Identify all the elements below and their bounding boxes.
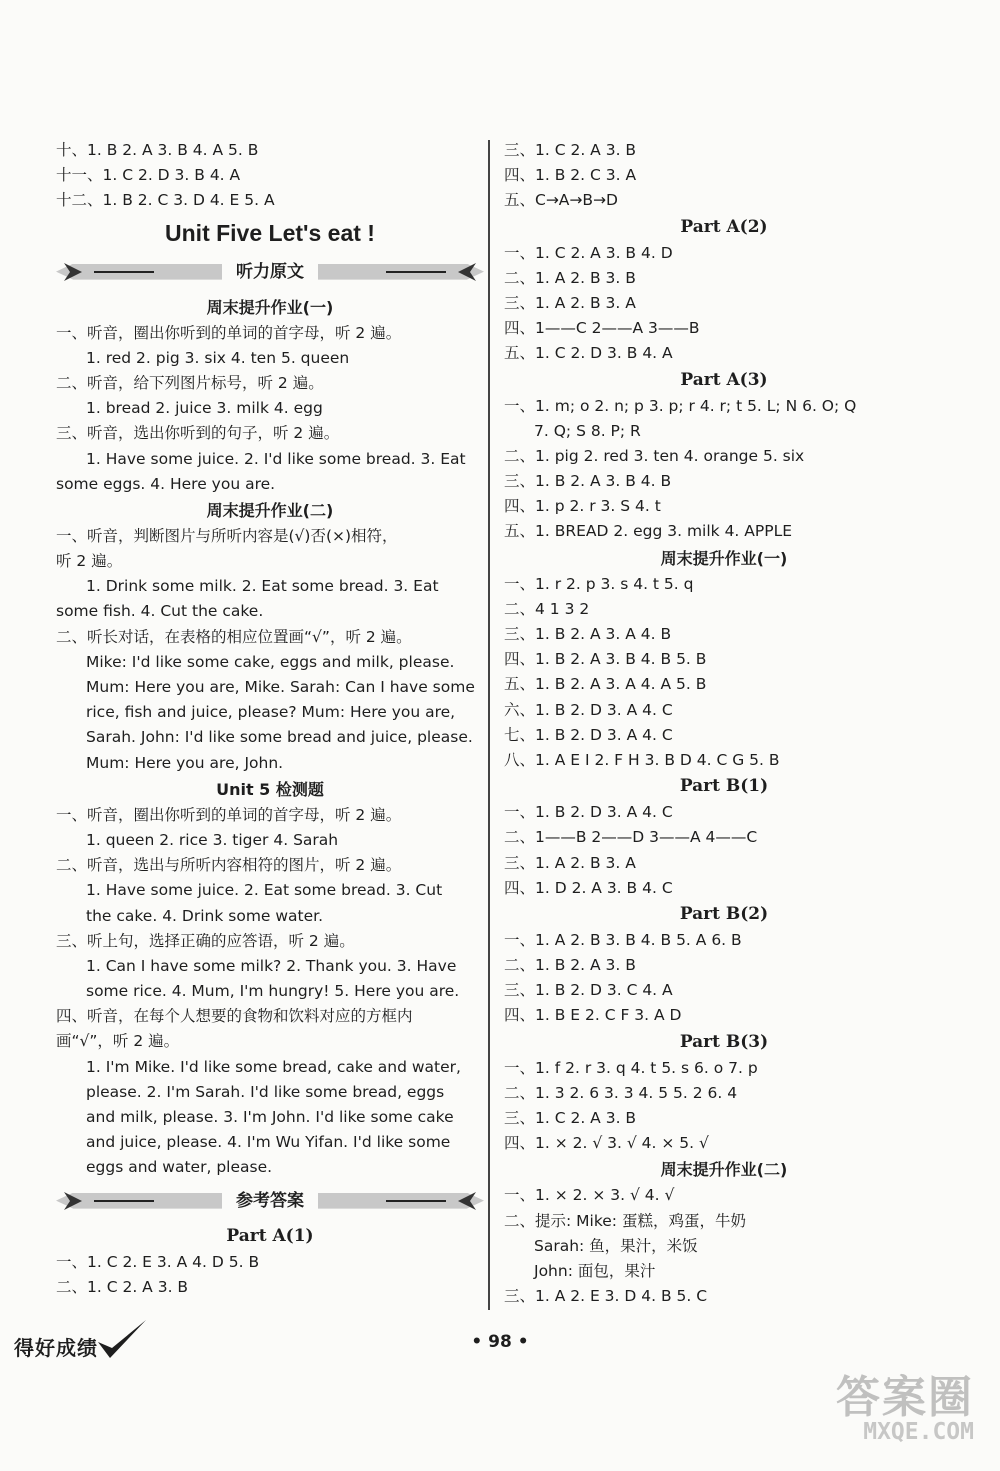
answer-line: 一、1. C 2. E 3. A 4. D 5. B [56,1252,260,1271]
section-heading: 周末提升作业(二) [660,1160,788,1180]
answer-line: 四、1. B E 2. C F 3. A D [504,1006,682,1025]
answer-line: 三、1. B 2. D 3. C 4. A [504,981,673,1000]
text-line-indented: some rice. 4. Mum, I'm hungry! 5. Here you are. [86,982,460,1001]
answer-line: 六、1. B 2. D 3. A 4. C [504,700,673,719]
answer-line: 二、1. pig 2. red 3. ten 4. orange 5. six [504,446,805,465]
answer-line: 五、C→A→B→D [504,191,618,210]
answer-line: 四、1. B 2. C 3. A [504,166,637,185]
answer-line: 二、1. 3 2. 6 3. 3 4. 5 5. 2 6. 4 [504,1083,738,1102]
banner-label: 听力原文 [222,254,318,290]
part-heading: Part A(1) [226,1225,314,1246]
watermark-main: 答案圈 [836,1372,974,1423]
text-line-indented: Mike: I'd like some cake, eggs and milk, please. [86,652,455,671]
section-heading: 周末提升作业(二) [206,500,334,520]
text-line-indented: rice, fish and juice, please? Mum: Here you are, [86,703,456,722]
text-line-indented: Mum: Here you are, Mike. Sarah: Can I have some [86,678,475,696]
text-line-indented: 1. Can I have some milk? 2. Thank you. 3. Have [86,956,457,975]
text-line-indented: 1. Have some juice. 2. I'd like some bread. 3. Eat [86,449,466,468]
answer-line: 二、听音，选出与所听内容相符的图片，听 2 遍。 [56,856,402,875]
banner-label: 参考答案 [222,1183,318,1219]
text-line-indented: 1. Have some juice. 2. Eat some bread. 3. Cut [86,881,443,900]
chevron-ornament-icon [62,1190,84,1212]
answer-line: 一、1. C 2. A 3. B 4. D [504,243,673,262]
answer-line: 一、1. B 2. D 3. A 4. C [504,803,673,822]
answer-line: 五、1. C 2. D 3. B 4. A [504,344,673,363]
section-heading: 周末提升作业(一) [660,548,788,568]
section-banner [56,254,484,290]
part-heading: Part A(2) [680,216,768,237]
page-number: • 98 • [471,1332,529,1352]
banner-dash [386,271,446,273]
answer-line: 画“√”，听 2 遍。 [56,1032,180,1051]
watermark-url: MXQE.COM [863,1419,974,1445]
answer-line: 三、1. B 2. A 3. A 4. B [504,625,672,643]
chevron-ornament-icon [456,1190,478,1212]
watermark [796,1359,982,1457]
chevron-ornament-icon [62,261,84,283]
answer-line: 一、1. f 2. r 3. q 4. t 5. s 6. o 7. p [504,1058,758,1077]
unit-title: Unit Five Let's eat ! [165,219,375,246]
section-heading: Unit 5 检测题 [216,779,324,799]
answer-line: 三、1. B 2. A 3. B 4. B [504,472,672,491]
answer-line: 三、1. A 2. B 3. A [504,853,636,872]
answer-line: 二、1——B 2——D 3——A 4——C [504,828,758,847]
text-line-indented: Sarah: 鱼，果汁，米饭 [534,1236,698,1255]
answer-line: 一、听音，判断图片与所听内容是(√)否(×)相符， [56,526,398,545]
answer-line: 七、1. B 2. D 3. A 4. C [504,725,673,744]
answer-line: 四、1——C 2——A 3——B [504,319,700,338]
answer-line: 一、1. m; o 2. n; p 3. p; r 4. r; t 5. L; N 6. O; Q [504,396,857,415]
text-line-indented: the cake. 4. Drink some water. [86,906,324,925]
answer-line: 十二、1. B 2. C 3. D 4. E 5. A [56,191,275,210]
answer-line: 四、听音，在每个人想要的食物和饮料对应的方框内 [56,1007,413,1026]
text-line-indented: please. 2. I'm Sarah. I'd like some bread, eggs [86,1082,445,1101]
answer-line: 四、1. p 2. r 3. S 4. t [504,497,661,516]
answer-line: 二、1. B 2. A 3. B [504,956,636,975]
text-line-indented: 1. Drink some milk. 2. Eat some bread. 3. Eat [86,577,439,596]
part-heading: Part A(3) [680,369,768,390]
part-heading: Part B(3) [679,1031,769,1052]
answer-line: some fish. 4. Cut the cake. [56,602,264,621]
part-heading: Part B(2) [679,903,769,924]
banner-dash [94,271,154,273]
answer-line: 二、1. A 2. B 3. B [504,268,636,287]
text-line-indented: Sarah. John: I'd like some bread and juice, please. [86,728,473,747]
answer-line: 八、1. A E I 2. F H 3. B D 4. C G 5. B [504,750,780,769]
text-line-indented: 1. red 2. pig 3. six 4. ten 5. queen [86,348,350,367]
answer-line: some eggs. 4. Here you are. [56,474,276,493]
chevron-ornament-icon [456,261,478,283]
answer-line: 二、提示: Mike: 蛋糕，鸡蛋，牛奶 [504,1211,746,1230]
answer-line: 听 2 遍。 [56,552,123,571]
answer-line: 三、听上句，选择正确的应答语，听 2 遍。 [56,931,355,950]
answer-line: 四、1. D 2. A 3. B 4. C [504,878,673,897]
left-column [56,138,484,1300]
column-divider [488,140,490,1310]
text-line-indented: Mum: Here you are, John. [86,753,284,772]
answer-line: 十、1. B 2. A 3. B 4. A 5. B [56,141,259,159]
section-banner [56,1183,484,1219]
right-column [504,138,944,1309]
answer-line: 一、1. A 2. B 3. B 4. B 5. A 6. B [504,930,742,949]
answer-line: 一、听音，圈出你听到的单词的首字母，听 2 遍。 [56,323,402,342]
answer-line: 一、1. r 2. p 3. s 4. t 5. q [504,574,694,593]
text-line-indented: John: 面包，果汁 [534,1261,656,1280]
brand-logo-text: 得好成绩 [14,1336,98,1360]
answer-line: 二、1. C 2. A 3. B [56,1277,189,1296]
answer-line: 十一、1. C 2. D 3. B 4. A [56,166,241,185]
text-line-indented: 1. I'm Mike. I'd like some bread, cake and water, [86,1057,461,1076]
answer-line: 二、4 1 3 2 [504,599,590,618]
section-heading: 周末提升作业(一) [206,297,334,317]
answer-line: 三、1. A 2. E 3. D 4. B 5. C [504,1287,708,1306]
answer-line: 五、1. BREAD 2. egg 3. milk 4. APPLE [504,522,793,541]
answer-line: 三、1. A 2. B 3. A [504,293,636,312]
text-line-indented: 7. Q; S 8. P; R [534,421,641,440]
text-line-indented: and juice, please. 4. I'm Wu Yifan. I'd like some [86,1133,451,1152]
text-line-indented: 1. queen 2. rice 3. tiger 4. Sarah [86,830,339,849]
answer-line: 三、1. C 2. A 3. B [504,141,637,159]
answer-line: 一、1. × 2. × 3. √ 4. √ [504,1186,675,1205]
text-line-indented: and milk, please. 3. I'm John. I'd like some cake [86,1108,454,1126]
answer-line: 四、1. B 2. A 3. B 4. B 5. B [504,650,707,669]
part-heading: Part B(1) [679,776,769,797]
answer-line: 三、1. C 2. A 3. B [504,1109,637,1127]
banner-dash [94,1200,154,1202]
answer-line: 五、1. B 2. A 3. A 4. A 5. B [504,675,707,694]
text-line-indented: 1. bread 2. juice 3. milk 4. egg [86,399,323,418]
answer-line: 二、听长对话，在表格的相应位置画“√”，听 2 遍。 [56,627,412,646]
answer-line: 四、1. × 2. √ 3. √ 4. × 5. √ [504,1134,709,1153]
banner-dash [386,1200,446,1202]
answer-line: 三、听音，选出你听到的句子，听 2 遍。 [56,424,340,443]
answer-line: 二、听音，给下列图片标号，听 2 遍。 [56,373,324,392]
text-line-indented: eggs and water, please. [86,1158,273,1177]
answer-line: 一、听音，圈出你听到的单词的首字母，听 2 遍。 [56,805,402,824]
